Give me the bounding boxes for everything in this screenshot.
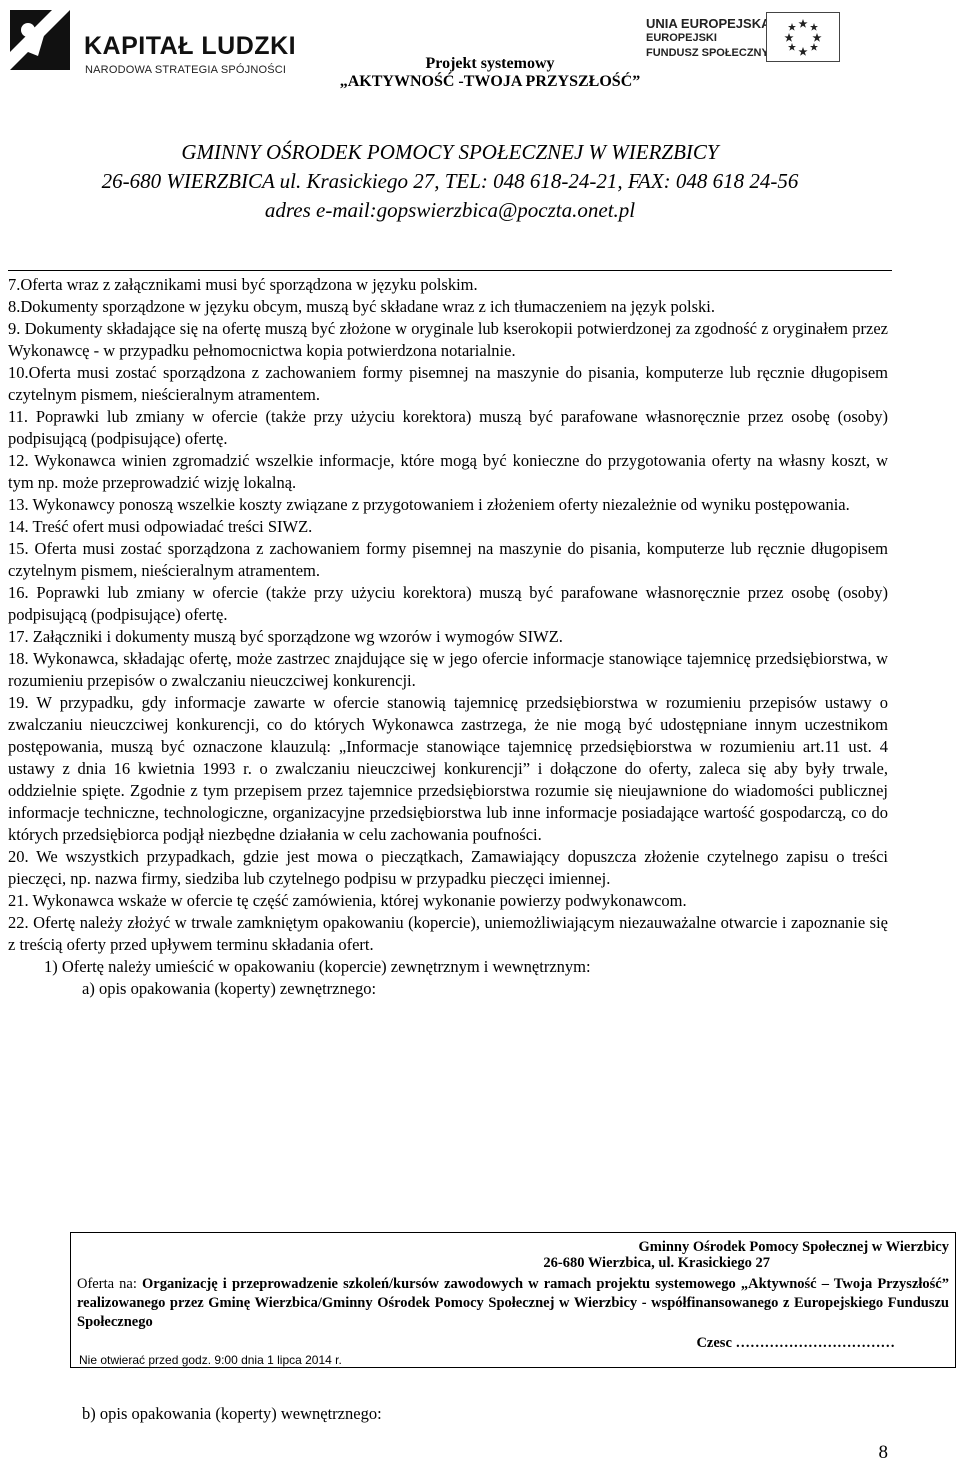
envelope-offer-text [77, 1275, 949, 1332]
eu-line-3: FUNDUSZ SPOŁECZNY [646, 47, 769, 59]
header-divider [8, 270, 892, 271]
list-item-a: a) opis opakowania (koperty) zewnętrznego: [82, 979, 377, 998]
paragraph: 7.Oferta wraz z załącznikami musi być sporządzona w języku polskim. [8, 275, 478, 294]
eu-line-2: EUROPEJSKI [646, 32, 717, 44]
institution-address: 26-680 WIERZBICA ul. Krasickiego 27, TEL: 048 618-24-21, FAX: 048 618 24-56 [101, 169, 799, 193]
paragraph: 9. Dokumenty składające się na ofertę muszą być złożone w oryginale lub kserokopii potwierdzonej za zgodność z oryginałem przez Wykonawcę - w przypadku pełnomocnictwa kopia potwierdzona notarialnie. [8, 319, 888, 360]
list-item-1: 1) Ofertę należy umieścić w opakowaniu (kopercie) zewnętrznym i wewnętrznym: [44, 957, 591, 976]
envelope-part-field: Czesc …………………………… [696, 1335, 895, 1351]
paragraph: 17. Załączniki i dokumenty muszą być sporządzone wg wzorów i wymogów SIWZ. [8, 627, 563, 646]
kapital-ludzki-subtitle: NARODOWA STRATEGIA SPÓJNOŚCI [85, 64, 287, 76]
institution-block [0, 138, 900, 225]
project-line-2: „AKTYWNOŚĆ -TWOJA PRZYSZŁOŚĆ” [339, 73, 641, 90]
paragraph: 16. Poprawki lub zmiany w ofercie (także przy użyciu korektora) muszą być parafowane własnoręcznie przez osobę (osoby) podpisującą (podpisujące) ofertę. [8, 583, 888, 624]
paragraph: 14. Treść ofert musi odpowiadać treści SIWZ. [8, 517, 313, 536]
paragraph: 13. Wykonawcy ponoszą wszelkie koszty związane z przygotowaniem i złożeniem oferty niezależnie od wyniku postępowania. [8, 495, 850, 514]
project-title [280, 55, 700, 91]
envelope-do-not-open-note: Nie otwierać przed godz. 9:00 dnia 1 lipca 2014 r. [79, 1353, 342, 1367]
paragraph: 12. Wykonawca winien zgromadzić wszelkie informacje, które mogą być konieczne do przygotowania oferty na własny koszt, w tym np. może przeprowadzić wizję lokalną. [8, 451, 888, 492]
institution-name: GMINNY OŚRODEK POMOCY SPOŁECZNEJ W WIERZBICY [181, 140, 719, 164]
page-number: 8 [878, 1442, 888, 1463]
paragraph: 11. Poprawki lub zmiany w ofercie (także przy użyciu korektora) muszą być parafowane własnoręcznie przez osobę (osoby) podpisującą (podpisujące) ofertę. [8, 407, 888, 448]
paragraph: 10.Oferta musi zostać sporządzona z zachowaniem formy pisemnej na maszynie do pisania, komputerze lub ręcznie długopisem czytelnym pismem, nieścieralnym atramentem. [8, 363, 888, 404]
institution-email: adres e-mail:gopswierzbica@poczta.onet.pl [264, 198, 636, 222]
page-header [0, 0, 960, 222]
envelope-label-box [70, 1232, 956, 1368]
kapital-ludzki-logo [8, 8, 308, 78]
envelope-offer-subject: Organizację i przeprowadzenie szkoleń/kursów zawodowych w ramach projektu systemowego „Aktywność – Twoja Przyszłość” realizowanego przez Gminę Wierzbica/Gminny Ośrodek Pomocy Społecznej w Wierzbicy - współfinansowanego z Europejskiego Funduszu Społecznego [77, 1276, 949, 1330]
eu-flag-icon [766, 12, 840, 62]
eu-logo [640, 10, 956, 70]
envelope-offer-prefix: Oferta na: [77, 1276, 142, 1292]
paragraph: 15. Oferta musi zostać sporządzona z zachowaniem formy pisemnej na maszynie do pisania, komputerze lub ręcznie długopisem czytelnym pismem, nieścieralnym atramentem. [8, 539, 888, 580]
document-body [8, 274, 888, 1000]
paragraph: 22. Ofertę należy złożyć w trwale zamkniętym opakowaniu (kopercie), uniemożliwiającym niezauważalne otwarcie i zapoznanie się z treścią oferty przed upływem terminu składania ofert. [8, 913, 888, 954]
eu-line-1: UNIA EUROPEJSKA [646, 16, 771, 31]
paragraph: 21. Wykonawca wskaże w ofercie tę część zamówienia, której wykonanie powierzy podwykonawcom. [8, 891, 687, 910]
paragraph: 8.Dokumenty sporządzone w języku obcym, muszą być składane wraz z ich tłumaczeniem na język polski. [8, 297, 715, 316]
project-line-1: Projekt systemowy [425, 55, 555, 72]
kapital-ludzki-emblem-icon [8, 8, 72, 72]
paragraph: 20. We wszystkich przypadkach, gdzie jest mowa o pieczątkach, Zamawiający dopuszcza złożenie czytelnego zapisu o treści pieczęci, np. nazwa firmy, siedziba lub czytelnego podpisu w przypadku pieczęci imiennej. [8, 847, 888, 888]
envelope-recipient-name: Gminny Ośrodek Pomocy Społecznej w Wierzbicy [638, 1239, 949, 1255]
paragraph: 18. Wykonawca, składając ofertę, może zastrzec znajdujące się w jego ofercie informacje stanowiące tajemnicę przedsiębiorstwa, w rozumieniu przepisów o zwalczaniu nieuczciwej konkurencji. [8, 649, 888, 690]
list-item-b: b) opis opakowania (koperty) wewnętrznego: [82, 1404, 382, 1423]
paragraph: 19. W przypadku, gdy informacje zawarte w ofercie stanowią tajemnicę przedsiębiorstwa w rozumieniu przepisów ustawy o zwalczaniu nieuczciwej konkurencji, co do których Wykonawca zastrzega, że nie mogą być udostępniane innym uczestnikom postępowania, muszą być oznaczone klauzulą: „Informacje stanowiące tajemnicę przedsiębiorstwa w rozumieniu art.11 ust. 4 ustawy z dnia 16 kwietnia 1993 r. o zwalczaniu nieuczciwej konkurencji” i dołączone do oferty, zaleca się aby były trwale, oddzielnie spięte. Zgodnie z tym przepisem przez tajemnice przedsiębiorstwa rozumie się nieujawnione do wiadomości publicznej informacje techniczne, technologiczne, organizacyjne przedsiębiorstwa lub inne informacje posiadające wartość gospodarczą, co do których przedsiębiorca podjął niezbędne działania w celu zachowania poufności. [8, 693, 888, 844]
envelope-recipient-address: 26-680 Wierzbica, ul. Krasickiego 27 [543, 1255, 770, 1271]
eu-logo-text [646, 16, 770, 61]
kapital-ludzki-title: KAPITAŁ LUDZKI [84, 32, 297, 60]
